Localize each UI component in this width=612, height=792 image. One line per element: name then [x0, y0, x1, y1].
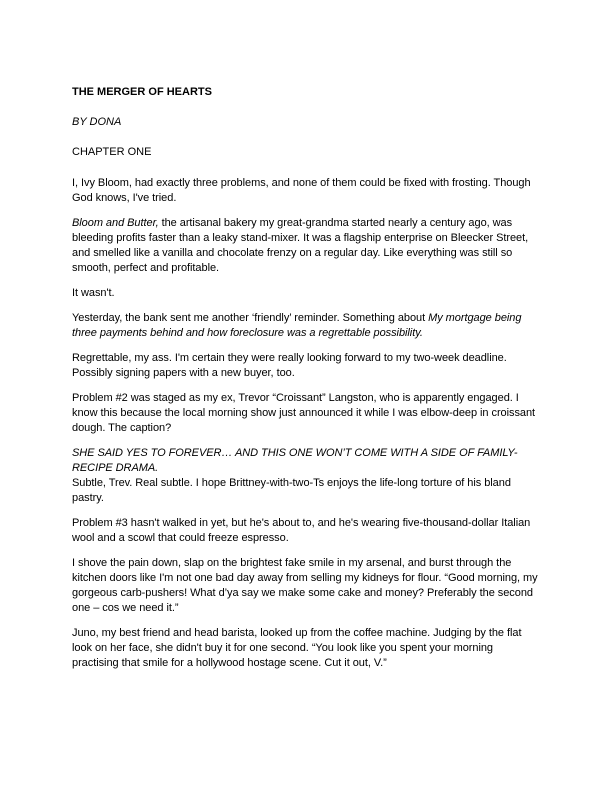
paragraph-10: I shove the pain down, slap on the brightest fake smile in my arsenal, and burst through the kitchen doors like I'm not one bad day away from selling my kidneys for flour. “Good morning, my gorgeous carb-pushers! What d’ya say we make some cake and money? Preferably the second one – cos we need it.” [72, 557, 538, 614]
paragraph-2: Bloom and Butter, the artisanal bakery my great-grandma started nearly a century ago, was bleeding profits faster than a leaky stand-mixer. It was a flagship enterprise on Bleecker Street, and smelled like a vanilla and chocolate frenzy on a regular day. Like everything was still so smooth, perfect and profitable. [72, 217, 529, 274]
paragraph-5: Regrettable, my ass. I'm certain they were really looking forward to my two-week deadline. Possibly signing papers with a new buyer, too. [72, 352, 507, 379]
chapter-heading: CHAPTER ONE [72, 146, 152, 158]
paragraph-11: Juno, my best friend and head barista, looked up from the coffee machine. Judging by the flat look on her face, she didn't buy it for one second. “You look like you spent your morning practising that smile for a hollywood hostage scene. Cut it out, V.” [72, 627, 522, 669]
bakery-name: Bloom and Butter, [72, 217, 159, 229]
paragraph-8: Subtle, Trev. Real subtle. I hope Brittney-with-two-Ts enjoys the life-long torture of his bland pastry. [72, 477, 511, 504]
paragraph-6: Problem #2 was staged as my ex, Trevor “Croissant” Langston, who is apparently engaged. I know this because the local morning show just announced it while I was elbow-deep in croissant dough. The caption? [72, 392, 536, 434]
tv-caption: SHE SAID YES TO FOREVER… AND THIS ONE WON’T COME WITH A SIDE OF FAMILY-RECIPE DRAMA. [72, 447, 518, 474]
author-byline: BY DONA [72, 116, 122, 128]
paragraph-4: Yesterday, the bank sent me another ‘friendly’ reminder. Something about My mortgage being three payments behind and how foreclosure was a regrettable possibility. [72, 312, 522, 339]
document-page [72, 86, 542, 681]
bank-notice-quote: My mortgage being three payments behind and how foreclosure was a regrettable possibility. [72, 312, 522, 339]
paragraph-9: Problem #3 hasn't walked in yet, but he's about to, and he's wearing five-thousand-dollar Italian wool and a scowl that could freeze espresso. [72, 517, 531, 544]
paragraph-3: It wasn't. [72, 287, 115, 299]
paragraph-1: I, Ivy Bloom, had exactly three problems, and none of them could be fixed with frosting. Though God knows, I've tried. [72, 177, 531, 204]
book-title: THE MERGER OF HEARTS [72, 86, 212, 98]
